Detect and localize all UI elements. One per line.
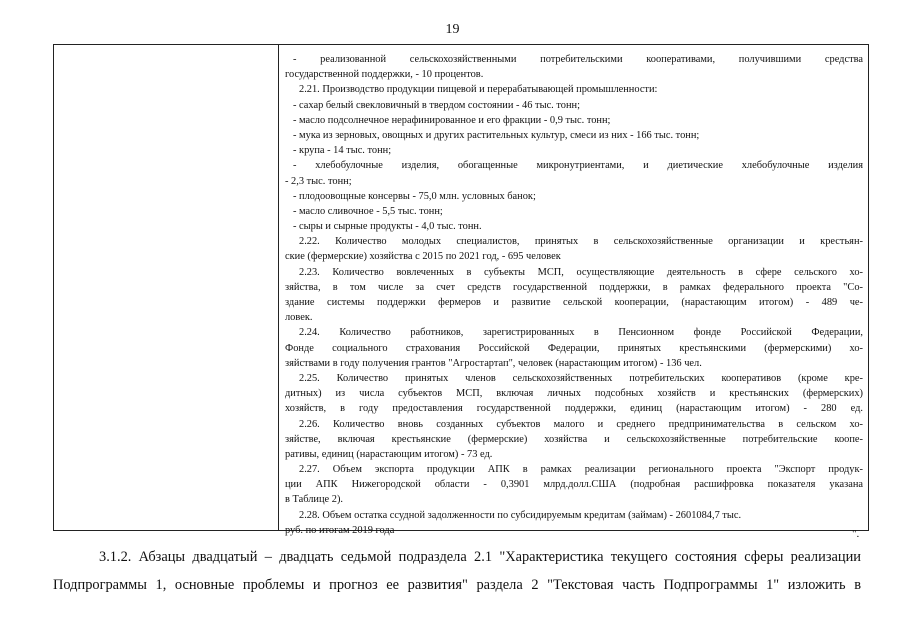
table-text-line: - реализованной сельскохозяйственными потребительскими кооперативами, получившими средства [293, 54, 863, 65]
table-text-line: 2.22. Количество молодых специалистов, принятых в сельскохозяйственные организации и крестьян- [299, 236, 863, 248]
table-text-line: - масло подсолнечное нерафинированное и его фракции - 0,9 тыс. тонн; [293, 114, 611, 126]
table-text-line: дитных) из числа субъектов МСП, включая личных подсобных хозяйств и крестьянских (фермерских) [285, 388, 863, 400]
table-right-cell [279, 45, 868, 536]
table-text-line: зяйства, в том числе за счет средств государственной поддержки, в рамках федерального проекта "Со- [285, 281, 863, 293]
table-text-line: здание системы поддержки фермеров и развитие сельской кооперации, (нарастающим итогом) - 489 че- [285, 297, 863, 308]
table-text-line: - мука из зерновых, овощных и других растительных культур, смеси из них - 166 тыс. тонн; [293, 129, 700, 141]
table-text-line: зяйстве, включая крестьянские (фермерские) хозяйства и сельскохозяйственные потребительские коопе- [285, 433, 863, 445]
table-text-line: - крупа - 14 тыс. тонн; [293, 145, 392, 157]
table-text-line: 2.26. Количество вновь созданных субъектов малого и среднего предпринимательства в сельском хо- [299, 418, 863, 430]
table-text-line: - сахар белый свекловичный в твердом состоянии - 46 тыс. тонн; [293, 99, 580, 111]
table-text-line: 2.21. Производство продукции пищевой и перерабатывающей промышленности: [299, 84, 658, 96]
table-text-line: 2.27. Объем экспорта продукции АПК в рамках реализации регионального проекта "Экспорт продук- [299, 464, 863, 476]
closing-quote: ". [852, 528, 860, 540]
table-text-line: 2.25. Количество принятых членов сельскохозяйственных потребительских кооперативов (кроме кре- [299, 372, 863, 384]
table-text-line: - масло сливочное - 5,5 тыс. тонн; [293, 205, 443, 217]
table-text-line: - 2,3 тыс. тонн; [285, 175, 352, 187]
table-text-line: ские (фермерские) хозяйства с 2015 по 2021 год, - 695 человек [285, 251, 561, 263]
table-text-line: - плодоовощные консервы - 75,0 млн. условных банок; [293, 190, 536, 202]
body-paragraph-line-2: Подпрограммы 1, основные проблемы и прогноз ее развития" раздела 2 "Текстовая часть Подпрограммы 1" изложить в [53, 577, 861, 593]
table-text-line: - хлебобулочные изделия, обогащенные микронутриентами, и диетические хлебобулочные изделия [293, 160, 863, 172]
table-text-line: руб. по итогам 2019 года [285, 524, 395, 536]
table-text-line: хозяйств, в году предоставления государственной поддержки, единиц (нарастающим итогом) - 280 ед. [285, 403, 863, 415]
table-text-line: государственной поддержки, - 10 процентов. [285, 69, 484, 81]
table-text-line: зяйствами в году получения грантов "Агростартап", человек (нарастающим итогом) - 136 чел. [285, 357, 702, 369]
body-paragraph-line-1: 3.1.2. Абзацы двадцатый – двадцать седьмой подраздела 2.1 "Характеристика текущего состояния сферы реализации [99, 549, 861, 565]
table-text-line: - сыры и сырные продукты - 4,0 тыс. тонн. [293, 221, 482, 233]
table-text-line: Фонде социального страхования Российской Федерации, принятых крестьянскими (фермерскими) хо- [285, 342, 863, 354]
table-text-line: ловек. [285, 312, 313, 324]
table-text-line: ции АПК Нижегородской области - 0,3901 млрд.долл.США (подробная расшифровка показателя указана [285, 479, 863, 491]
page-number: 19 [445, 22, 460, 37]
table-left-cell [54, 45, 279, 530]
table-text-line: в Таблице 2). [285, 494, 344, 506]
table-text-line: ративы, единиц (нарастающим итогом) - 73 ед. [285, 448, 493, 460]
table-text-line: 2.28. Объем остатка ссудной задолженности по субсидируемым кредитам (займам) - 2601084,7 тыс. [299, 509, 742, 521]
table-text-line: 2.24. Количество работников, зарегистрированных в Пенсионном фонде Российской Федерации, [299, 327, 863, 339]
table-text-line: 2.23. Количество вовлеченных в субъекты МСП, осуществляющие деятельность в сфере сельского хо- [299, 266, 863, 278]
document-table [53, 44, 869, 536]
